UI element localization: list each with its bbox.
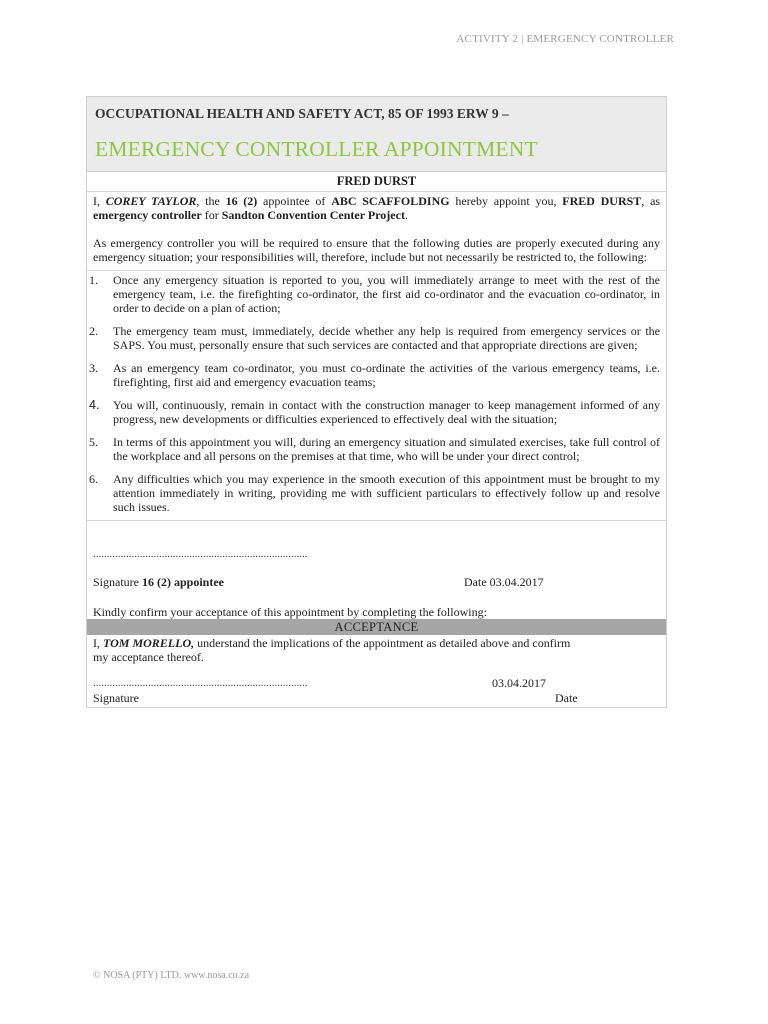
duty-item [87, 398, 660, 426]
duties-list [87, 270, 666, 520]
title-block [87, 97, 666, 172]
duty-text: You will, continuously, remain in contact with the construction manager to keep management informed of any progress, new developments or difficulties experienced to effectively deal with the situation; [113, 398, 660, 426]
appointment-form [86, 96, 667, 708]
duties-intro: As emergency controller you will be required to ensure that the following duties are properly executed during any emergency situation; your responsibilities will, therefore, include but not necessarily be restricted to, the following: [93, 236, 660, 264]
acceptance-signature-line[interactable]: .............................................................................. [93, 677, 308, 689]
duty-item [87, 361, 660, 389]
acceptance-heading: ACCEPTANCE [87, 619, 666, 635]
document-title: EMERGENCY CONTROLLER APPOINTMENT [95, 137, 538, 161]
appointment-statement: I, COREY TAYLOR, the 16 (2) appointee of ABC SCAFFOLDING hereby appoint you, FRED DURST, as emergency controller for Sandton Convention Center Project. [93, 194, 661, 222]
duty-item [87, 435, 660, 463]
duty-text: As an emergency team co-ordinator, you must co-ordinate the activities of the various emergency teams, i.e. firefighting, first aid and emergency evacuation teams; [113, 361, 660, 389]
duty-text: Once any emergency situation is reported to you, you will immediately arrange to meet with the rest of the emergency team, i.e. the firefighting co-ordinator, the first aid co-ordinator and the evacuation co-ordinator, in order to decide on a plan of action; [113, 273, 660, 315]
intro-section [87, 192, 666, 264]
duty-item [87, 472, 660, 514]
project-name: Sandton Convention Center Project [221, 208, 405, 222]
appointee-heading: FRED DURST [87, 172, 666, 192]
duty-item [87, 273, 660, 315]
appointer-name: COREY TAYLOR [105, 194, 197, 208]
duty-text: The emergency team must, immediately, decide whether any help is required from emergency services or the SAPS. You must, personally ensure that such services are contacted and that appropriate directions are given; [113, 324, 660, 352]
duty-item [87, 324, 660, 352]
acceptor-name: TOM MORELLO, [103, 636, 195, 650]
duty-text: Any difficulties which you may experience in the smooth execution of this appointment must be brought to my attention immediately in writing, providing me with sufficient particulars to effectively follow up and resolve such issues. [113, 472, 660, 514]
page-footer: © NOSA (PTY) LTD. www.nosa.co.za [93, 970, 250, 981]
act-reference: OCCUPATIONAL HEALTH AND SAFETY ACT, 85 OF 1993 ERW 9 – [95, 106, 509, 121]
acceptance-date-value[interactable]: 03.04.2017 [492, 676, 546, 690]
company-name: ABC SCAFFOLDING [331, 194, 450, 208]
duty-number: 5. [89, 435, 98, 449]
confirm-instruction: Kindly confirm your acceptance of this appointment by completing the following: [93, 605, 487, 619]
acceptance-signature-label: Signature [93, 691, 139, 705]
page-header: ACTIVITY 2 | EMERGENCY CONTROLLER [456, 33, 674, 45]
appointee-name: FRED DURST [562, 194, 642, 208]
acceptance-statement: I, TOM MORELLO, understand the implications of the appointment as detailed above and confirm my acceptance thereof. [93, 636, 571, 664]
duty-number: 6. [89, 472, 98, 486]
acceptance-date-label: Date [555, 691, 578, 705]
duty-number: 3. [89, 361, 98, 375]
signature-line[interactable]: .............................................................................. [93, 548, 308, 560]
signature-label: Signature 16 (2) appointee [93, 575, 224, 589]
duty-text: In terms of this appointment you will, during an emergency situation and simulated exercises, take full control of the workplace and all persons on the premises at that time, who will be under your direct control; [113, 435, 660, 463]
duty-number: 4. [89, 398, 100, 412]
duty-number: 2. [89, 324, 98, 338]
duty-number: 1. [89, 273, 98, 287]
signature-date: Date 03.04.2017 [464, 575, 544, 589]
appointer-signature-section [87, 520, 666, 619]
role-name: emergency controller [93, 208, 202, 222]
acceptance-section [87, 635, 666, 707]
